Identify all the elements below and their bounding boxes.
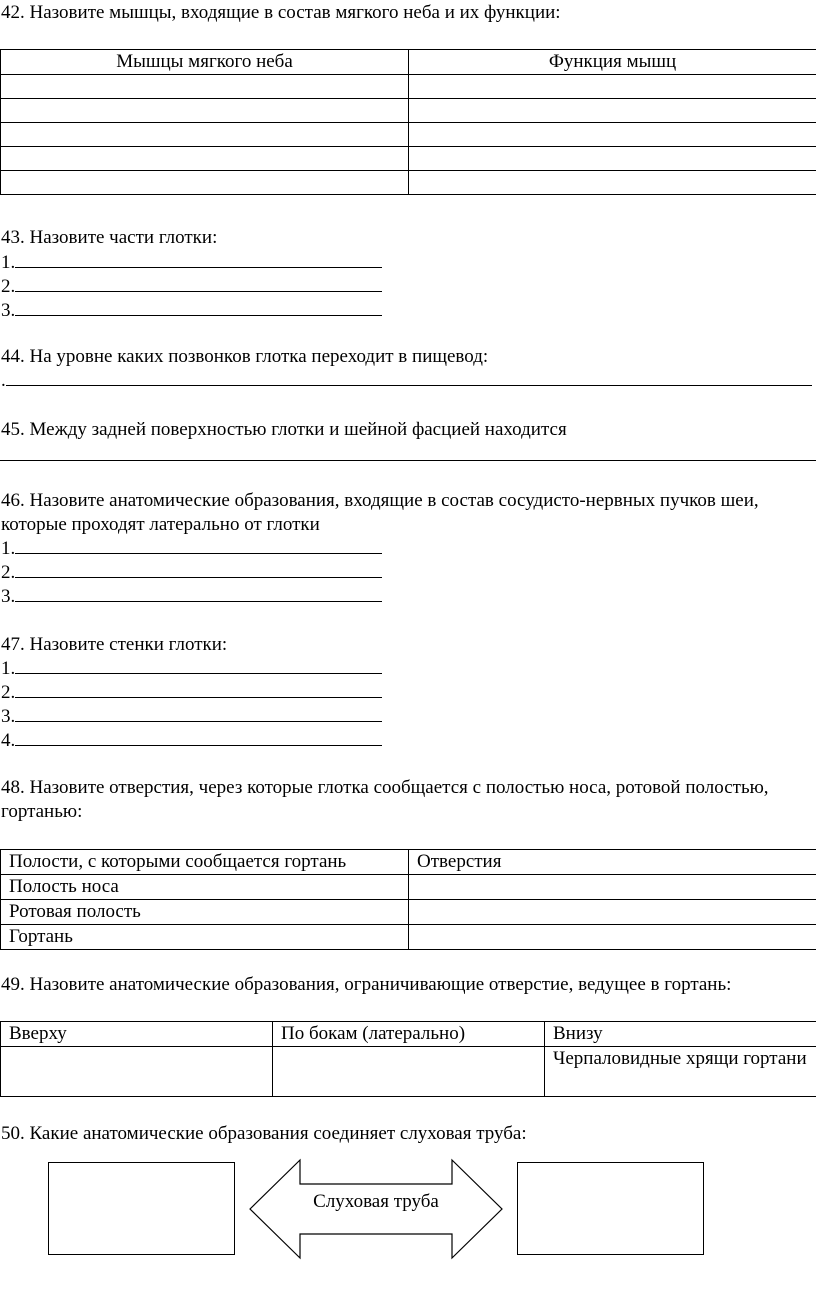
table-cell[interactable] [409,99,816,123]
row-label: Полость носа [1,875,409,900]
row-label: Ротовая полость [1,900,409,925]
table-cell[interactable] [1,147,409,171]
table-cell[interactable] [409,75,816,99]
answer-line-2[interactable]: 2. [1,681,382,705]
answer-box-right[interactable] [517,1162,704,1255]
table-cell[interactable] [409,900,816,925]
table-cell[interactable] [1,123,409,147]
table-cell[interactable] [409,171,816,195]
col-header-sides: По бокам (латерально) [273,1022,545,1047]
col-header-bottom: Внизу [545,1022,816,1047]
answer-box-left[interactable] [48,1162,235,1255]
table-cell[interactable] [1,171,409,195]
table-cell[interactable] [409,147,816,171]
question-50: 50. Какие анатомические образования соединяет слуховая труба: [1,1123,527,1144]
answer-line-2[interactable]: 2. [1,561,382,585]
arrow-label: Слуховая труба [313,1191,439,1212]
col-header-muscles: Мышцы мягкого неба [1,50,409,75]
answer-line-3[interactable]: 3. [1,705,382,729]
question-43: 43. Назовите части глотки: [1,227,218,248]
row-label: Гортань [1,925,409,950]
larynx-inlet-table [0,1021,816,1097]
col-header-cavities: Полости, с которыми сообщается гортань [1,850,409,875]
answer-line-1[interactable]: 1. [1,251,382,275]
pharynx-openings-table [0,849,816,950]
cell-bottom-answer: Черпаловидные хрящи гортани [545,1047,816,1097]
question-46: 46. Назовите анатомические образования, входящие в состав сосудисто-нервных пучков шеи, которые проходят латерально от глотки [1,490,759,536]
table-cell[interactable] [409,875,816,900]
table-cell[interactable] [1,99,409,123]
answer-line-2[interactable]: 2. [1,275,382,299]
question-49: 49. Назовите анатомические образования, ограничивающие отверстие, ведущее в гортань: [1,974,732,995]
answer-line-4[interactable]: 4. [1,729,382,753]
answer-line-3[interactable]: 3. [1,585,382,609]
question-48: 48. Назовите отверстия, через которые глотка сообщается с полостью носа, ротовой полостью, гортанью: [1,777,769,823]
question-45: 45. Между задней поверхностью глотки и шейной фасцией находится [1,419,567,440]
answer-line[interactable]: . [1,369,812,393]
table-cell[interactable] [1,75,409,99]
answer-line[interactable] [0,460,816,461]
table-cell[interactable] [1,1047,273,1097]
col-header-openings: Отверстия [409,850,816,875]
soft-palate-muscles-table [0,49,816,195]
answer-line-1[interactable]: 1. [1,657,382,681]
table-cell[interactable] [409,123,816,147]
table-cell[interactable] [409,925,816,950]
question-44: 44. На уровне каких позвонков глотка переходит в пищевод: [1,346,489,367]
question-47: 47. Назовите стенки глотки: [1,634,228,655]
table-cell[interactable] [273,1047,545,1097]
answer-line-3[interactable]: 3. [1,299,382,323]
question-42: 42. Назовите мышцы, входящие в состав мягкого неба и их функции: [1,2,561,23]
col-header-top: Вверху [1,1022,273,1047]
col-header-function: Функция мышц [409,50,816,75]
answer-line-1[interactable]: 1. [1,537,382,561]
